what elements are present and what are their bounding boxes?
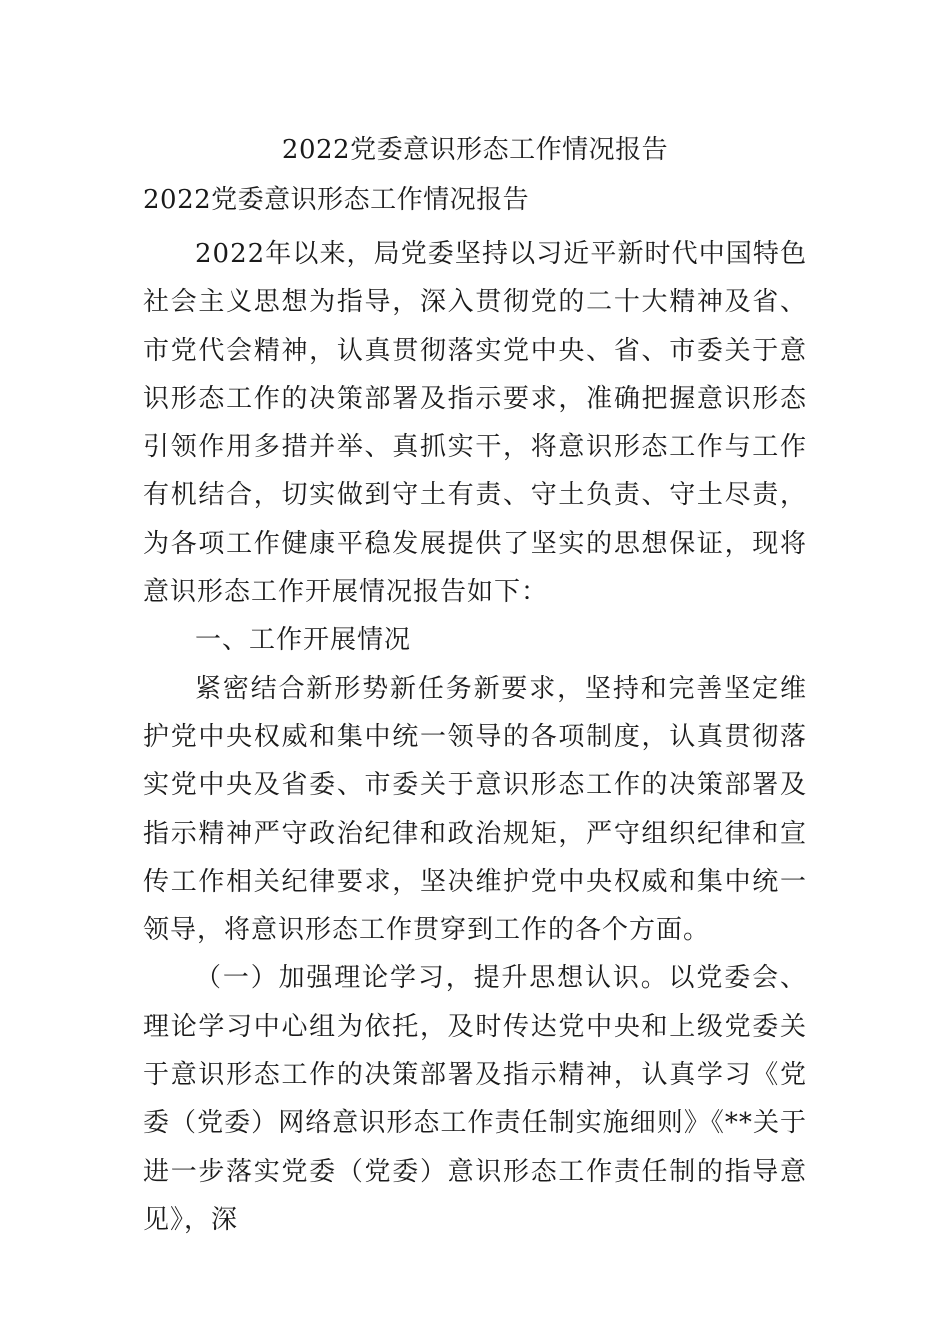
paragraph-overview: 紧密结合新形势新任务新要求，坚持和完善坚定维护党中央权威和集中统一领导的各项制度，认真贯彻落实党中央及省委、市委关于意识形态工作的决策部署及指示精神严守政治纪律和政治规矩，严守组织纪律和宣传工作相关纪律要求，坚决维护党中央权威和集中统一领导，将意识形态工作贯穿到工作的各个方面。 [143,673,807,946]
paragraph-theory-study: （一）加强理论学习，提升思想认识。以党委会、理论学习中心组为依托，及时传达党中央和上级党委关于意识形态工作的决策部署及指示精神，认真学习《党委（党委）网络意识形态工作责任制实施细则》《**关于进一步落实党委（党委）意识形态工作责任制的指导意见》，深 [143,963,807,1235]
document-body [143,230,807,1244]
document-title: 2022党委意识形态工作情况报告 [281,135,669,165]
section-heading: 一、工作开展情况 [195,625,412,656]
paragraph-intro: 2022年以来，局党委坚持以习近平新时代中国特色社会主义思想为指导，深入贯彻党的二十大精神及省、市党代会精神，认真贯彻落实党中央、省、市委关于意识形态工作的决策部署及指示要求，准确把握意识形态引领作用多措并举、真抓实干，将意识形态工作与工作有机结合，切实做到守土有责、守土负责、守土尽责，为各项工作健康平稳发展提供了坚实的思想保证，现将意识形态工作开展情况报告如下： [143,239,807,608]
document-subtitle: 2022党委意识形态工作情况报告 [143,185,530,215]
